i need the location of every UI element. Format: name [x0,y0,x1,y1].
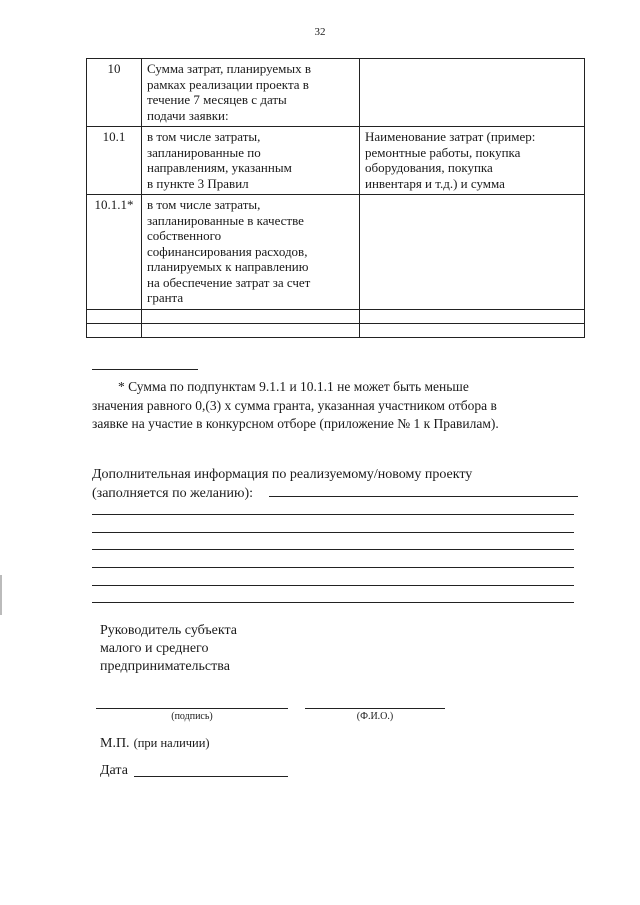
additional-info-inline-field[interactable] [269,496,578,497]
description-line: запланированные в качестве [147,212,304,228]
signature-field[interactable] [96,708,288,709]
additional-info-label [92,465,472,503]
row-description-cell [142,127,360,195]
description-line: Сумма затрат, планируемых в [147,61,312,76]
additional-info-line-5[interactable] [92,585,574,586]
stamp-placeholder [100,736,210,752]
project-costs-table [86,58,585,338]
row-value-cell[interactable] [360,59,585,127]
signatory-line-2: малого и среднего [100,641,209,656]
description-line: планируемых к направлению [147,259,309,274]
description-line: в том числе затраты, [147,129,261,144]
footnote [92,378,580,434]
description-line: софинансирования расходов, [147,243,308,259]
value-note-line: ремонтные работы, покупка [365,144,521,160]
value-note-line: Наименование затрат (пример: [365,129,536,144]
stamp-label: М.П. [100,736,130,751]
row-description-cell [142,195,360,310]
table-row [87,59,585,127]
empty-cell[interactable] [360,309,585,323]
description-line: направлениям, указанным [147,160,292,175]
signatory-title [100,622,237,676]
value-note-line: инвентаря и т.д.) и сумма [365,175,505,191]
description-line: рамках реализации проекта в [147,76,309,92]
full-name-field[interactable] [305,708,445,709]
footnote-line-1: * Сумма по подпунктам 9.1.1 и 10.1.1 не может быть меньше [118,379,469,394]
signatory-line-1: Руководитель субъекта [100,623,237,638]
additional-info-line-4[interactable] [92,567,574,568]
empty-table-row [87,309,585,323]
additional-info-label-line-1: Дополнительная информация по реализуемому/новому проекту [92,467,473,482]
page-number: 32 [314,26,326,38]
additional-info-label-line-2: (заполняется по желанию): [92,486,253,501]
description-line: запланированные по [147,144,261,160]
empty-cell[interactable] [87,323,142,337]
additional-info-line-2[interactable] [92,532,574,533]
row-description-cell [142,59,360,127]
description-line: подачи заявки: [147,107,229,123]
empty-cell[interactable] [360,323,585,337]
signatory-line-3: предпринимательства [100,659,230,674]
row-number-cell: 10.1 [87,127,142,195]
description-line: гранта [147,290,184,305]
full-name-caption: (Ф.И.О.) [356,711,394,722]
empty-cell[interactable] [87,309,142,323]
description-line: в том числе затраты, [147,197,261,212]
empty-table-row [87,323,585,337]
description-line: собственного [147,228,222,243]
empty-cell[interactable] [142,309,360,323]
row-number-cell: 10.1.1* [87,195,142,310]
value-note-line: оборудования, покупка [365,160,493,175]
additional-info-line-1[interactable] [92,514,574,515]
row-number-cell: 10 [87,59,142,127]
footnote-rule [92,369,198,370]
footnote-line-2: значения равного 0,(3) х сумма гранта, указанная участником отбора в [92,397,497,413]
row-value-cell[interactable] [360,195,585,310]
table-row [87,195,585,310]
footnote-line-3: заявке на участие в конкурсном отборе (приложение № 1 к Правилам). [92,416,499,431]
table-row [87,127,585,195]
description-line: в пункте 3 Правил [147,175,249,191]
date-label: Дата [100,763,128,778]
date-field[interactable] [134,776,288,777]
scan-edge-mark [0,575,2,615]
empty-cell[interactable] [142,323,360,337]
stamp-note: (при наличии) [133,736,210,750]
row-value-cell[interactable] [360,127,585,195]
description-line: на обеспечение затрат за счет [147,274,311,290]
additional-info-line-3[interactable] [92,549,574,550]
description-line: течение 7 месяцев с даты [147,92,287,107]
additional-info-line-6[interactable] [92,602,574,603]
signature-caption: (подпись) [171,711,213,722]
